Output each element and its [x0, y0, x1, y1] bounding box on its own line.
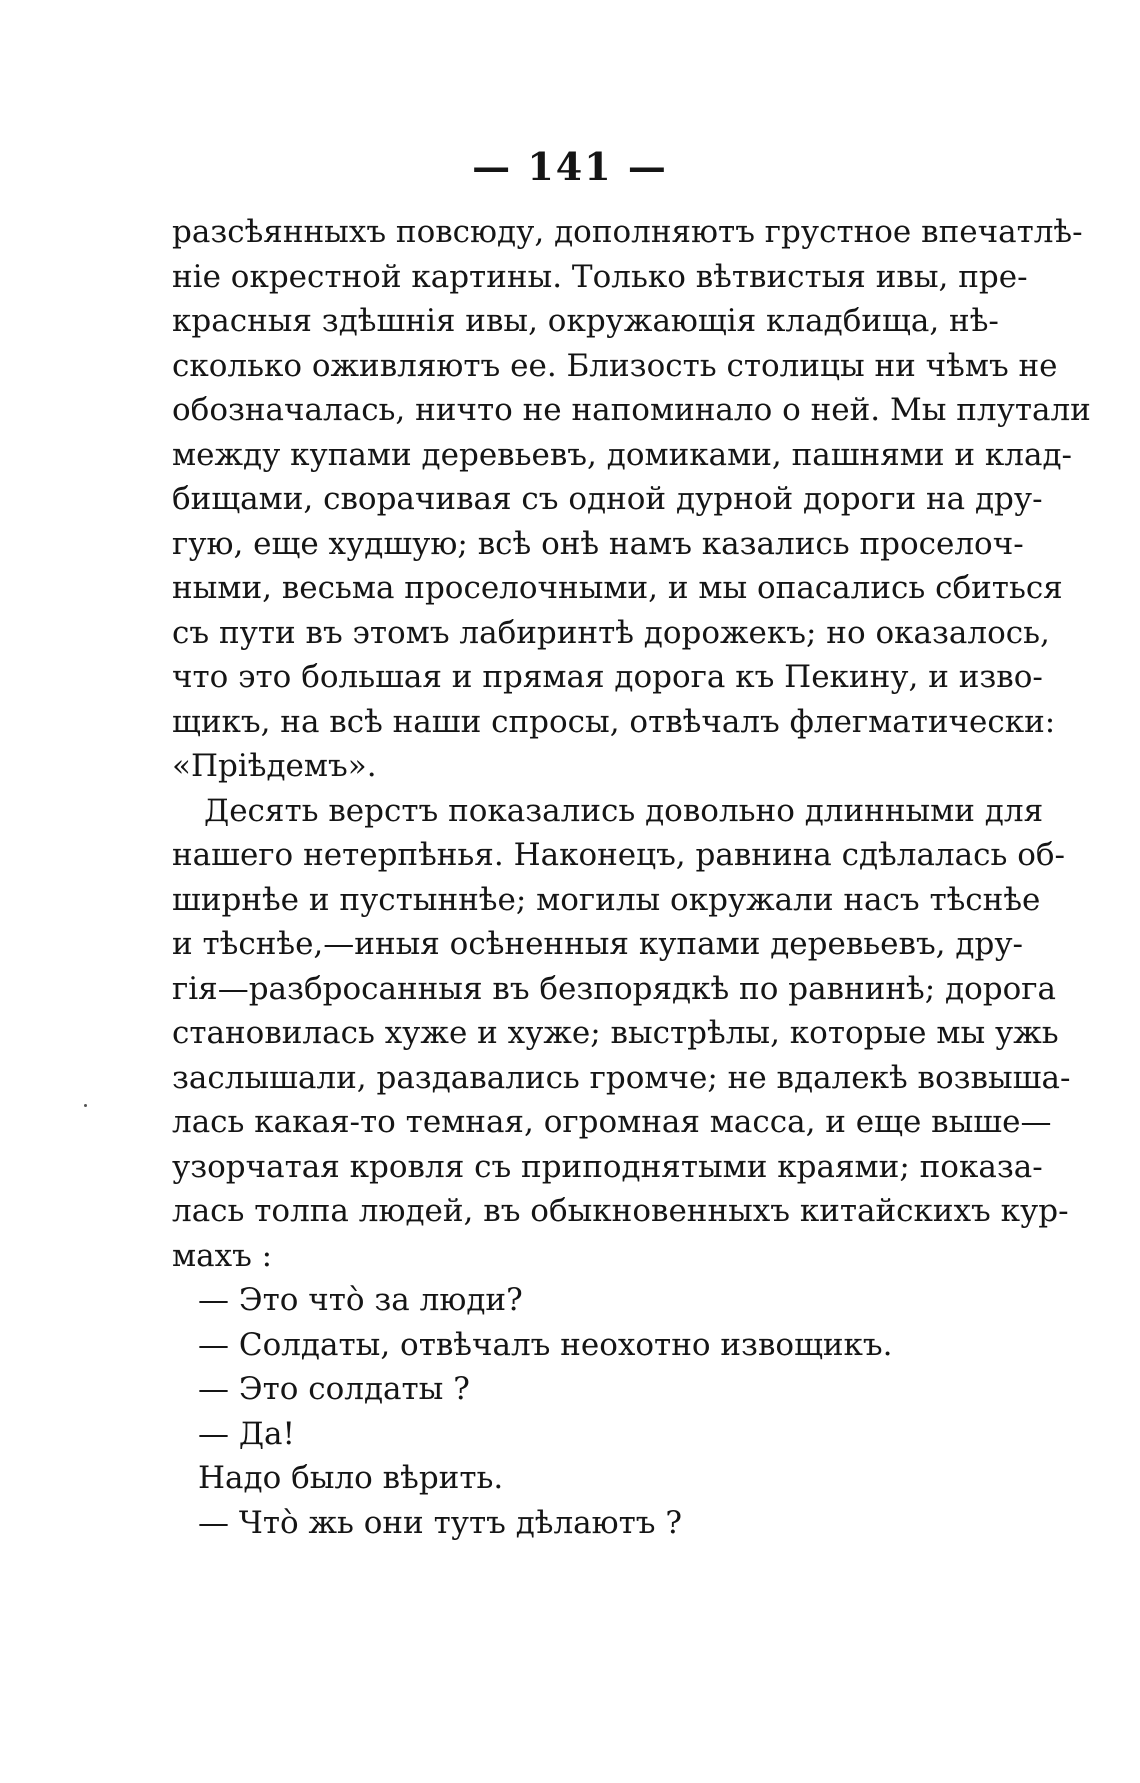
text-line: ширнѣе и пустыннѣе; могилы окружали насъ тѣснѣе: [172, 881, 1041, 918]
dialogue-line: — Это что̀ за люди?: [198, 1282, 523, 1318]
page-number: — 141 —: [472, 144, 668, 189]
text-line: что это большая и прямая дорога къ Пекину, и изво-: [172, 659, 1043, 695]
text-line: красныя здѣшнія ивы, окружающія кладбища, нѣ-: [172, 303, 999, 339]
text-line: гую, еще худшую; всѣ онѣ намъ казались проселоч-: [172, 525, 1024, 562]
text-line: ными, весьма проселочными, и мы опасались сбиться: [172, 570, 1063, 606]
text-line: съ пути въ этомъ лабиринтѣ дорожекъ; но оказалось,: [172, 614, 1050, 651]
text-line: «Пріѣдемъ».: [172, 748, 377, 784]
dialogue-line: — Да!: [198, 1415, 295, 1452]
text-line: щикъ, на всѣ наши спросы, отвѣчалъ флегматически:: [172, 703, 1056, 740]
dialogue-line: — Солдаты, отвѣчалъ неохотно извощикъ.: [198, 1326, 893, 1363]
text-line: сколько оживляютъ ее. Близость столицы ни чѣмъ не: [172, 347, 1058, 384]
text-line: становилась хуже и хуже; выстрѣлы, которые мы ужь: [172, 1015, 1059, 1051]
text-line: гія—разбросанныя въ безпорядкѣ по равнинѣ; дорога: [172, 970, 1056, 1007]
text-line: между купами деревьевъ, домиками, пашнями и клад-: [172, 436, 1073, 473]
text-line: махъ :: [172, 1237, 273, 1274]
text-line: ніе окрестной картины. Только вѣтвистыя ивы, пре-: [172, 258, 1028, 295]
dialogue-line: — Что̀ жь они тутъ дѣлаютъ ?: [198, 1504, 682, 1541]
text-line: заслышали, раздавались громче; не вдалекѣ возвыша-: [172, 1059, 1071, 1096]
text-line: и тѣснѣе,—иныя осѣненныя купами деревьевъ, дру-: [172, 926, 1024, 962]
text-line: бищами, сворачивая съ одной дурной дороги на дру-: [172, 481, 1043, 517]
body-text: [172, 210, 1091, 1545]
text-line: лась толпа людей, въ обыкновенныхъ китайскихъ кур-: [172, 1193, 1069, 1229]
text-line: разсѣянныхъ повсюду, дополняютъ грустное впечатлѣ-: [172, 214, 1083, 250]
text-line: Десять верстъ показались довольно длинными для: [204, 792, 1044, 829]
margin-speck: [84, 1104, 87, 1107]
text-line: узорчатая кровля съ приподнятыми краями; показа-: [172, 1148, 1043, 1185]
dialogue-line: — Это солдаты ?: [198, 1371, 470, 1407]
text-line: нашего нетерпѣнья. Наконецъ, равнина сдѣлалась об-: [172, 837, 1065, 873]
text-line: лась какая-то темная, огромная масса, и еще выше—: [172, 1104, 1052, 1140]
text-line: обозначалась, ничто не напоминало о ней. Мы плутали: [172, 392, 1091, 428]
dialogue-line: Надо было вѣрить.: [198, 1460, 504, 1496]
